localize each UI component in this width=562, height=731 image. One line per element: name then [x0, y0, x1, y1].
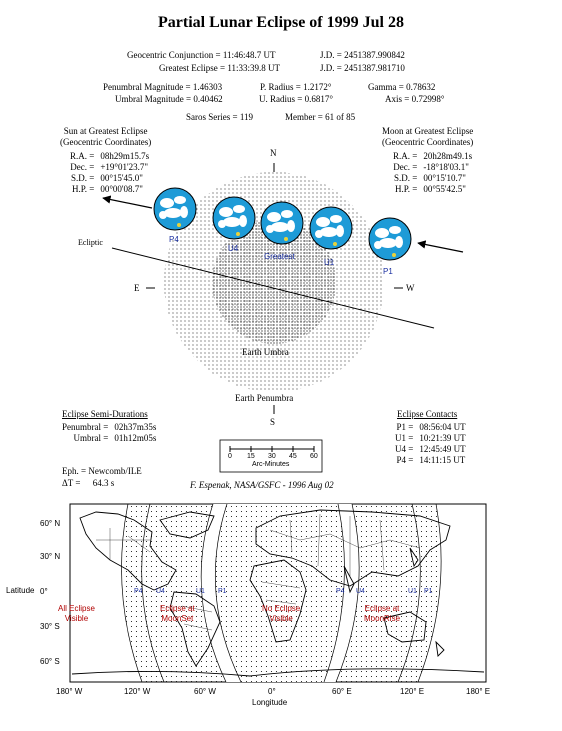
contacts-heading: Eclipse Contacts: [397, 409, 458, 419]
gamma-label: Gamma =: [368, 82, 404, 92]
dt-label: ΔT =: [62, 478, 81, 488]
semi-duration-value: 01h12m05s: [114, 433, 157, 443]
east-label: E: [134, 283, 140, 293]
moon-disc: [213, 197, 255, 239]
curve-label: U1: [196, 588, 205, 595]
eph-row: [62, 466, 142, 477]
scale-tick: 0: [228, 453, 232, 460]
curve-label: U4: [356, 588, 365, 595]
sun-coord-label: S.D. =: [70, 173, 95, 183]
sun-coord-value: 08h29m15.7s: [100, 151, 150, 161]
curve-label: P1: [424, 588, 433, 595]
longitude-tick: 180° E: [466, 687, 491, 696]
contact-label: U1 =: [395, 433, 414, 443]
sun-coord-value: 00°00'08.7": [100, 184, 143, 194]
umb-mag-value: 0.40462: [193, 94, 223, 104]
semi-durations-heading: Eclipse Semi-Durations: [62, 409, 148, 419]
moon-disc: [154, 188, 196, 230]
region-label-line: All Eclipse: [58, 604, 95, 613]
contact-value: 08:56:04 UT: [419, 422, 466, 432]
conj-jd-value: 2451387.990842: [344, 50, 405, 60]
latitude-tick: 60° N: [40, 519, 61, 528]
curve-label: U4: [156, 588, 165, 595]
region-label-line: MoonRise: [364, 614, 401, 623]
contact-label: U4 =: [395, 444, 414, 454]
moon-coord-value: 00°55'42.5": [423, 184, 466, 194]
latitude-tick: 30° S: [40, 622, 60, 631]
sun-coord-label: Dec. =: [70, 162, 95, 172]
u-radius-label: U. Radius =: [259, 94, 303, 104]
scale-label: Arc-Minutes: [252, 461, 290, 468]
west-label: W: [406, 283, 415, 293]
moon-disc: [369, 218, 411, 260]
sun-heading-1: Sun at Greatest Eclipse: [63, 126, 148, 136]
p-radius-value: 1.2172°: [303, 82, 332, 92]
moon-label: U1: [324, 258, 335, 267]
region-label: [58, 604, 95, 624]
region-label-line: No Eclipse: [262, 604, 301, 613]
region-label-line: Visible: [269, 614, 293, 623]
region-label-line: Visible: [64, 614, 89, 623]
moon-heading-2: (Geocentric Coordinates): [382, 137, 474, 147]
longitude-tick: 60° W: [194, 687, 216, 696]
moon-label: U4: [228, 244, 239, 253]
greatest-jd-value: 2451387.981710: [344, 63, 405, 73]
moon-label: P1: [383, 267, 393, 276]
region-label: [262, 604, 300, 624]
moon-disc: [261, 202, 303, 244]
moon-disc: [310, 207, 352, 249]
greatest-label: Greatest Eclipse =: [159, 63, 226, 73]
semi-duration-label: Penumbral =: [62, 422, 109, 432]
scale-tick: 45: [289, 453, 297, 460]
region-label-line: Eclipse at: [160, 604, 195, 613]
longitude-tick: 0°: [268, 687, 276, 696]
moon-label: Greatest: [264, 252, 295, 261]
sun-coord-value: +19°01'23.7": [100, 162, 149, 172]
scale-tick: 15: [247, 453, 255, 460]
gamma-value: 0.78632: [406, 82, 436, 92]
region-label-line: Eclipse at: [364, 604, 400, 613]
axis-value: 0.72998°: [411, 94, 445, 104]
moon-label: P4: [169, 235, 179, 244]
region-label: [160, 604, 195, 624]
curve-label: P4: [336, 588, 345, 595]
moon-coord-value: -18°18'03.1": [423, 162, 469, 172]
sun-coord-value: 00°15'45.0": [100, 173, 143, 183]
moon-coord-label: Dec. =: [393, 162, 418, 172]
eph-value: Newcomb/ILE: [88, 466, 142, 476]
scale-tick: 30: [268, 453, 276, 460]
curve-label: P1: [218, 588, 227, 595]
longitude-tick: 120° W: [124, 687, 151, 696]
latitude-tick: 0°: [40, 587, 48, 596]
semi-durations-table: [62, 422, 156, 444]
dt-value: 64.3 s: [92, 478, 115, 488]
u-radius-value: 0.6817°: [304, 94, 333, 104]
saros-label: Saros Series =: [186, 112, 238, 122]
curve-label: P4: [134, 588, 143, 595]
moon-coord-label: H.P. =: [394, 184, 418, 194]
contact-value: 10:21:39 UT: [419, 433, 466, 443]
contact-value: 12:45:49 UT: [419, 444, 466, 454]
axis-label: Axis =: [385, 94, 410, 104]
latitude-axis-label: Latitude: [6, 586, 35, 595]
penumbra-label: Earth Penumbra: [235, 393, 294, 403]
moon-coord-label: R.A. =: [393, 151, 418, 161]
latitude-tick: 60° S: [40, 657, 60, 666]
sun-coord-label: R.A. =: [70, 151, 95, 161]
contact-label: P4 =: [396, 455, 414, 465]
greatest-value: 11:33:39.8 UT: [227, 63, 280, 73]
moon-coord-value: 00°15'10.7": [423, 173, 466, 183]
contact-value: 14:11:15 UT: [419, 455, 466, 465]
conj-jd-label: J.D. =: [320, 50, 342, 60]
scale-tick: 60: [310, 453, 318, 460]
sun-heading-2: (Geocentric Coordinates): [60, 137, 152, 147]
region-label: [364, 604, 400, 624]
north-label: N: [270, 148, 277, 158]
longitude-tick: 120° E: [400, 687, 425, 696]
semi-duration-value: 02h37m35s: [114, 422, 157, 432]
moon-heading-1: Moon at Greatest Eclipse: [382, 126, 474, 136]
p-radius-label: P. Radius =: [260, 82, 301, 92]
page-title: Partial Lunar Eclipse of 1999 Jul 28: [158, 14, 404, 31]
member-value: 61 of 85: [325, 112, 356, 122]
longitude-tick: 60° E: [332, 687, 352, 696]
curve-label: U1: [408, 588, 417, 595]
eph-label: Eph. =: [62, 466, 87, 476]
pen-mag-label: Penumbral Magnitude =: [103, 82, 191, 92]
moon-coord-label: S.D. =: [393, 173, 418, 183]
south-label: S: [270, 417, 276, 427]
exit-arrow: [103, 198, 152, 208]
region-label-line: MoonSet: [161, 614, 194, 623]
credit: F. Espenak, NASA/GSFC - 1996 Aug 02: [190, 480, 334, 490]
latitude-tick: 30° N: [40, 552, 61, 561]
umb-mag-label: Umbral Magnitude =: [115, 94, 192, 104]
moon-coord-value: 20h28m49.1s: [423, 151, 473, 161]
conj-label: Geocentric Conjunction =: [127, 50, 221, 60]
member-label: Member =: [285, 112, 323, 122]
contact-label: P1 =: [396, 422, 414, 432]
dt-row: [62, 478, 114, 489]
conj-value: 11:46:48.7 UT: [222, 50, 276, 60]
longitude-tick: 180° W: [56, 687, 83, 696]
semi-duration-label: Umbral =: [73, 433, 109, 443]
entry-arrow: [418, 243, 463, 252]
contacts-table: [395, 422, 466, 466]
longitude-axis-label: Longitude: [252, 698, 288, 707]
pen-mag-value: 1.46303: [192, 82, 223, 92]
umbra-label: Earth Umbra: [242, 347, 289, 357]
sun-coord-label: H.P. =: [71, 184, 95, 194]
ecliptic-label: Ecliptic: [78, 238, 103, 247]
greatest-jd-label: J.D. =: [320, 63, 342, 73]
saros-value: 119: [239, 112, 253, 122]
